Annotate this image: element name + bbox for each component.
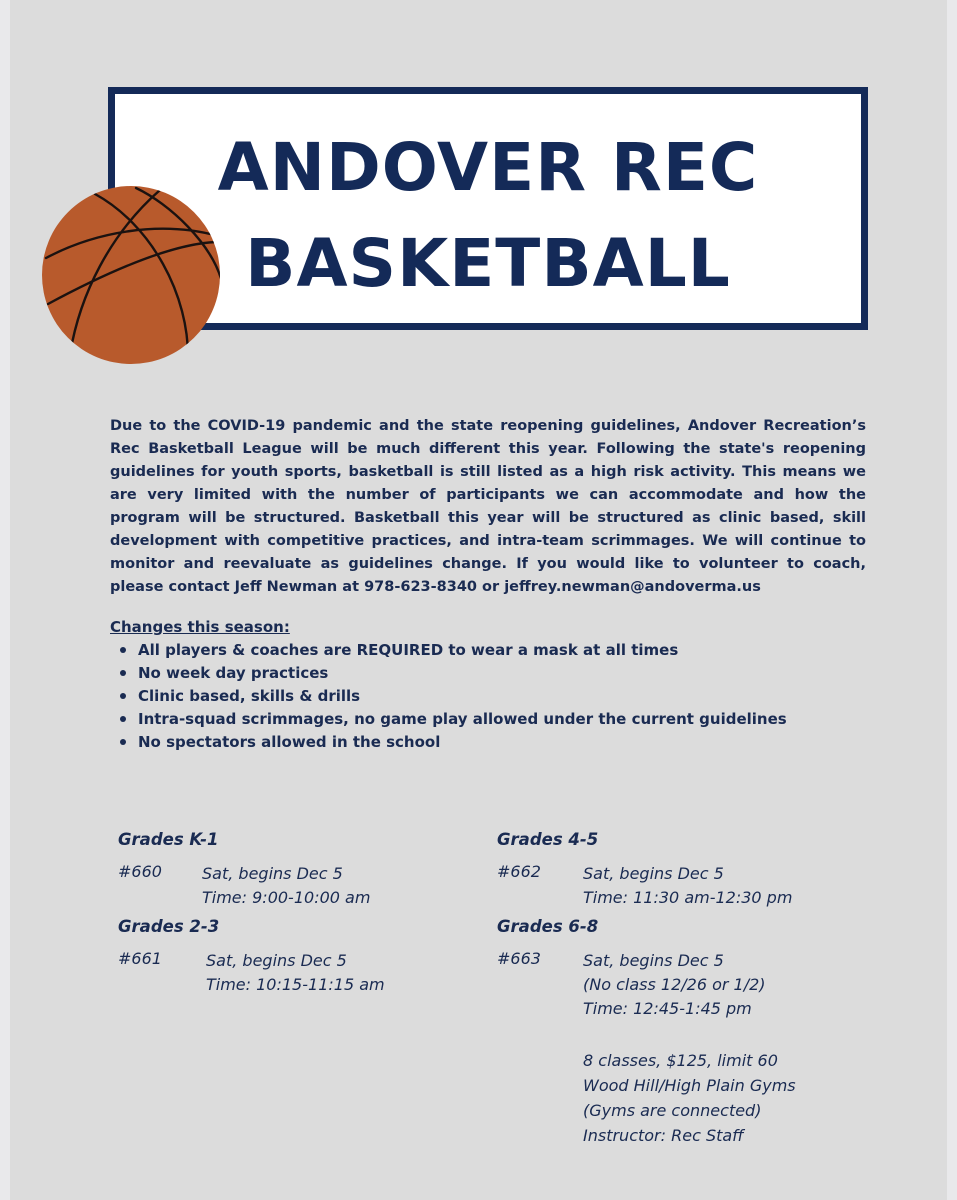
grade-heading: Grades 4-5 xyxy=(497,830,599,849)
schedule-line: Sat, begins Dec 5 xyxy=(202,864,343,883)
course-code: #660 xyxy=(118,862,162,881)
list-item: No week day practices xyxy=(120,662,787,685)
title-line-2: BASKETBALL xyxy=(245,225,731,302)
grade-heading: Grades K-1 xyxy=(118,830,219,849)
course-code: #663 xyxy=(497,949,541,968)
grade-heading: Grades 2-3 xyxy=(118,917,220,936)
list-item: All players & coaches are REQUIRED to wear a mask at all times xyxy=(120,639,787,662)
details-line: Wood Hill/High Plain Gyms xyxy=(583,1076,796,1095)
changes-list xyxy=(120,639,787,754)
changes-heading: Changes this season: xyxy=(110,618,290,636)
grade-heading: Grades 6-8 xyxy=(497,917,599,936)
schedule-line: Time: 12:45-1:45 pm xyxy=(583,999,752,1018)
page-title xyxy=(115,120,861,312)
intro-paragraph: Due to the COVID-19 pandemic and the state reopening guidelines, Andover Recreation’s Rec Basketball League will be much different this year. Following the state's reopening guidelines for youth sports, basketball is still listed as a high risk activity. This means we are very limited with the number of participants we can accommodate and how the program will be structured. Basketball this year will be structured as clinic based, skill development with competitive practices, and intra-team scrimmages. We will continue to monitor and reevaluate as guidelines change. If you would like to volunteer to coach, please contact Jeff Newman at 978-623-8340 or jeffrey.newman@andoverma.us xyxy=(110,418,866,595)
list-item: No spectators allowed in the school xyxy=(120,731,787,754)
schedule-line: Time: 9:00-10:00 am xyxy=(202,888,371,907)
course-code: #661 xyxy=(118,949,162,968)
list-item: Intra-squad scrimmages, no game play allowed under the current guidelines xyxy=(120,708,787,731)
details-line: 8 classes, $125, limit 60 xyxy=(583,1051,778,1070)
details-line: Instructor: Rec Staff xyxy=(583,1126,744,1145)
course-code: #662 xyxy=(497,862,541,881)
flyer-page xyxy=(10,0,947,1200)
title-line-1: ANDOVER REC xyxy=(217,129,759,206)
schedule-line: Sat, begins Dec 5 xyxy=(583,951,724,970)
schedule-line: (No class 12/26 or 1/2) xyxy=(583,975,766,994)
list-item: Clinic based, skills & drills xyxy=(120,685,787,708)
schedule-line: Time: 10:15-11:15 am xyxy=(206,975,385,994)
title-box xyxy=(108,87,868,330)
schedule-line: Sat, begins Dec 5 xyxy=(206,951,347,970)
schedule-line: Time: 11:30 am-12:30 pm xyxy=(583,888,793,907)
basketball-icon xyxy=(40,184,222,366)
details-line: (Gyms are connected) xyxy=(583,1101,762,1120)
schedule-line: Sat, begins Dec 5 xyxy=(583,864,724,883)
